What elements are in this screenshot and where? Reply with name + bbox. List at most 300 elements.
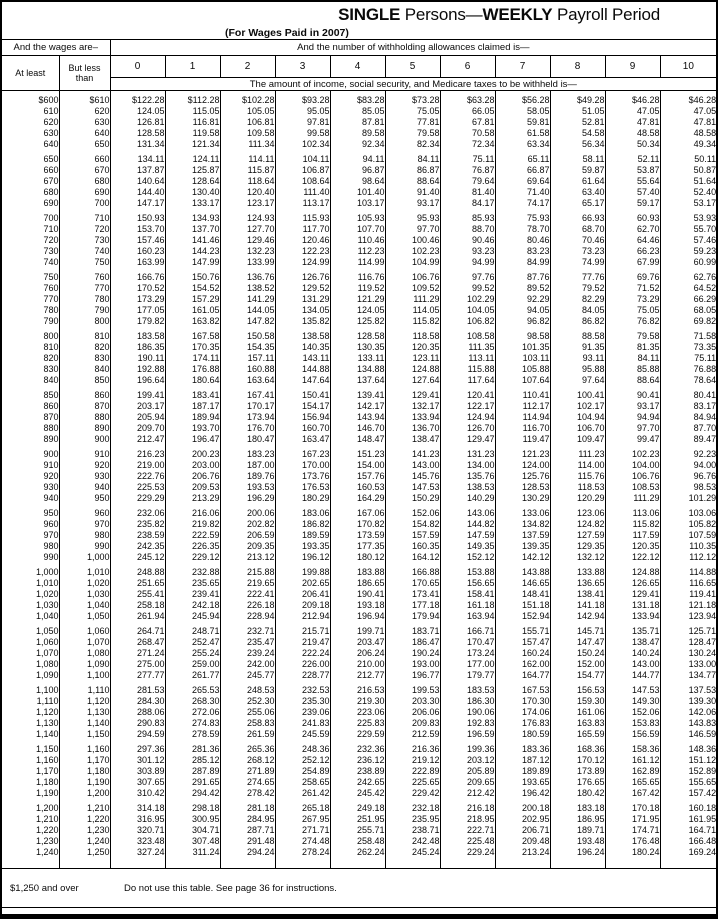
- amount-cell: 108.53: [605, 482, 660, 493]
- amount-cell: 144.40: [110, 187, 165, 198]
- amount-cell: 298.18: [165, 803, 220, 814]
- amount-cell: 242.18: [165, 600, 220, 611]
- amount-cell: 47.05: [605, 106, 660, 117]
- amount-cell: 113.17: [275, 198, 330, 209]
- amount-cell: 66.05: [440, 106, 495, 117]
- amount-cell: 174.11: [165, 353, 220, 364]
- amount-cell: 242.00: [220, 659, 275, 670]
- amount-cell: 106.70: [550, 423, 605, 434]
- amount-cell: 98.58: [495, 331, 550, 342]
- amount-cell: 138.47: [605, 637, 660, 648]
- wage-but-less-cell: 1,020: [59, 578, 110, 589]
- wage-at-least-cell: 730: [2, 246, 59, 257]
- wage-but-less-cell: 700: [59, 198, 110, 209]
- table-row: [2, 139, 716, 150]
- amount-cell: 209.48: [495, 836, 550, 847]
- amount-cell: 133.94: [605, 611, 660, 622]
- amount-cell: 176.83: [495, 718, 550, 729]
- amount-cell: 100.41: [550, 390, 605, 401]
- amount-cell: 83.23: [495, 246, 550, 257]
- amount-cell: 131.18: [605, 600, 660, 611]
- table-row: [2, 777, 716, 788]
- amount-cell: 170.00: [275, 460, 330, 471]
- but-less-than-header: But less than: [59, 56, 110, 91]
- amount-cell: 124.05: [110, 106, 165, 117]
- amount-cell: 232.53: [275, 685, 330, 696]
- wage-but-less-cell: 1,080: [59, 648, 110, 659]
- amount-cell: 82.29: [550, 294, 605, 305]
- amount-cell: 202.82: [220, 519, 275, 530]
- amount-cell: 138.53: [440, 482, 495, 493]
- amount-cell: 163.47: [275, 434, 330, 445]
- amount-cell: 105.88: [495, 364, 550, 375]
- amount-cell: 73.29: [605, 294, 660, 305]
- amount-cell: 84.94: [693, 412, 717, 422]
- amount-cell: 156.65: [440, 578, 495, 589]
- amount-cell: 68.05: [693, 305, 717, 315]
- amount-cell: 180.47: [220, 434, 275, 445]
- amount-cell: 116.76: [330, 272, 385, 283]
- wage-but-less-cell: 1,160: [59, 744, 110, 755]
- wage-but-less-cell: 1,170: [59, 755, 110, 766]
- amount-cell: 132.17: [385, 401, 440, 412]
- amount-cell: 213.29: [165, 493, 220, 504]
- amount-cell: 123.06: [550, 508, 605, 519]
- amount-cell: 141.29: [220, 294, 275, 305]
- amount-cell: 140.29: [440, 493, 495, 504]
- amount-cell: 136.70: [385, 423, 440, 434]
- amount-cell: 147.59: [440, 530, 495, 541]
- amount-cell: 141.23: [385, 449, 440, 460]
- wage-but-less-cell: 760: [59, 272, 110, 283]
- amount-cell: 62.76: [693, 272, 717, 282]
- wage-at-least-cell: 1,030: [2, 600, 59, 611]
- table-row: [2, 803, 716, 814]
- table-row: [2, 825, 716, 836]
- amount-cell: 142.06: [688, 707, 717, 717]
- amount-cell: 147.82: [220, 316, 275, 327]
- amount-cell: 147.53: [385, 482, 440, 493]
- amount-cell: 131.34: [110, 139, 165, 150]
- amount-cell: 176.48: [605, 836, 660, 847]
- table-row: [2, 272, 716, 283]
- amount-cell: 125.87: [165, 165, 220, 176]
- amount-cell: 134.82: [495, 519, 550, 530]
- wage-at-least-cell: 900: [2, 449, 59, 460]
- amount-cell: 70.58: [440, 128, 495, 139]
- spacer-cell: [550, 858, 605, 868]
- amount-cell: 121.34: [165, 139, 220, 150]
- amount-cell: 71.52: [605, 283, 660, 294]
- wage-at-least-cell: 670: [2, 176, 59, 187]
- amount-cell: 128.47: [688, 637, 717, 647]
- amount-cell: 104.00: [605, 460, 660, 471]
- amount-cell: 148.47: [330, 434, 385, 445]
- amount-cell: 115.93: [275, 213, 330, 224]
- amount-cell: 126.70: [440, 423, 495, 434]
- amount-cell: 52.11: [605, 154, 660, 165]
- amount-cell: 69.64: [495, 176, 550, 187]
- amount-cell: 120.29: [550, 493, 605, 504]
- amount-cell: 93.17: [385, 198, 440, 209]
- amount-cell: 88.64: [385, 176, 440, 187]
- allowance-col-header: 2: [220, 56, 275, 78]
- amount-cell: 143.83: [688, 718, 717, 728]
- amount-cell: 173.41: [385, 589, 440, 600]
- amount-cell: 239.24: [220, 648, 275, 659]
- table-row: [2, 788, 716, 799]
- wage-at-least-cell: 1,130: [2, 718, 59, 729]
- amount-cell: 177.05: [110, 305, 165, 316]
- wage-at-least-cell: 780: [2, 305, 59, 316]
- amount-cell: 235.95: [385, 814, 440, 825]
- wage-at-least-cell: 1,010: [2, 578, 59, 589]
- wage-but-less-cell: 900: [59, 434, 110, 445]
- amount-cell: 281.53: [110, 685, 165, 696]
- amount-cell: 147.53: [605, 685, 660, 696]
- amount-cell: 52.81: [550, 117, 605, 128]
- wage-but-less-cell: 820: [59, 342, 110, 353]
- amount-cell: 61.64: [550, 176, 605, 187]
- amount-cell: 125.82: [330, 316, 385, 327]
- amount-cell: 205.94: [110, 412, 165, 423]
- table-row: [2, 165, 716, 176]
- table-row: [2, 460, 716, 471]
- table-row: [2, 519, 716, 530]
- amount-cell: 166.76: [110, 272, 165, 283]
- wage-at-least-cell: 760: [2, 283, 59, 294]
- table-row: [2, 530, 716, 541]
- amount-cell: 116.70: [495, 423, 550, 434]
- table-row: [2, 508, 716, 519]
- amount-cell: 196.64: [110, 375, 165, 386]
- amount-cell: 140.64: [110, 176, 165, 187]
- amount-cell: 139.41: [330, 390, 385, 401]
- amount-cell: 170.65: [385, 578, 440, 589]
- amount-cell: 183.58: [110, 331, 165, 342]
- amount-cell: 291.65: [165, 777, 220, 788]
- wage-but-less-cell: 710: [59, 213, 110, 224]
- amount-cell: 275.00: [110, 659, 165, 670]
- amount-cell: 151.23: [330, 449, 385, 460]
- amount-cell: 264.71: [110, 626, 165, 637]
- amount-cell: 120.40: [220, 187, 275, 198]
- table-row: [2, 578, 716, 589]
- amount-cell: 76.88: [693, 364, 717, 374]
- amount-cell: 69.82: [693, 316, 717, 326]
- table-row: [2, 294, 716, 305]
- amount-cell: 189.94: [165, 412, 220, 423]
- amount-cell: 206.71: [495, 825, 550, 836]
- amount-cell: 133.11: [330, 353, 385, 364]
- amount-cell: 165.65: [605, 777, 660, 788]
- amount-cell: 176.53: [275, 482, 330, 493]
- amount-cell: 88.64: [605, 375, 660, 386]
- amount-cell: 284.30: [110, 696, 165, 707]
- amount-cell: 106.76: [385, 272, 440, 283]
- amount-cell: 150.93: [110, 213, 165, 224]
- footer-note: Do not use this table. See page 36 for instructions.: [124, 883, 337, 894]
- amount-cell: 152.06: [385, 508, 440, 519]
- table-row: [2, 589, 716, 600]
- amount-cell: 106.87: [275, 165, 330, 176]
- amount-cell: 96.76: [693, 471, 717, 481]
- amount-cell: 212.47: [110, 434, 165, 445]
- amount-cell: 161.05: [165, 305, 220, 316]
- amount-cell: 216.53: [330, 685, 385, 696]
- amount-cell: 238.59: [110, 530, 165, 541]
- amount-cell: 133.00: [688, 659, 717, 669]
- amount-cell: 134.00: [440, 460, 495, 471]
- amount-cell: $112.28: [165, 95, 220, 106]
- amount-cell: 203.30: [385, 696, 440, 707]
- amount-cell: 261.42: [275, 788, 330, 799]
- amount-cell: 74.99: [550, 257, 605, 268]
- wage-at-least-cell: 720: [2, 235, 59, 246]
- amount-cell: 179.82: [110, 316, 165, 327]
- amount-cell: 193.65: [495, 777, 550, 788]
- page-subtitle: (For Wages Paid in 2007): [225, 27, 349, 39]
- amount-cell: 111.29: [385, 294, 440, 305]
- wage-at-least-cell: 1,200: [2, 803, 59, 814]
- amount-cell: 271.24: [110, 648, 165, 659]
- amount-cell: 59.81: [495, 117, 550, 128]
- amount-cell: 294.24: [220, 847, 275, 858]
- amount-cell: 143.94: [330, 412, 385, 423]
- amount-cell: 173.59: [330, 530, 385, 541]
- amount-cell: 137.70: [165, 224, 220, 235]
- amount-cell: 222.76: [110, 471, 165, 482]
- amount-cell: 248.71: [165, 626, 220, 637]
- wage-but-less-cell: 750: [59, 257, 110, 268]
- amount-cell: 136.65: [550, 578, 605, 589]
- amount-cell: 117.70: [275, 224, 330, 235]
- spacer-cell: [2, 858, 59, 868]
- wage-but-less-cell: 780: [59, 294, 110, 305]
- amount-cell: 232.36: [330, 744, 385, 755]
- amount-cell: 297.36: [110, 744, 165, 755]
- table-row: [2, 423, 716, 434]
- wage-at-least-cell: 770: [2, 294, 59, 305]
- table-footer: [2, 868, 716, 908]
- amount-cell: 81.35: [605, 342, 660, 353]
- amount-cell: 133.94: [385, 412, 440, 423]
- amount-cell: 235.82: [110, 519, 165, 530]
- amount-cell: 183.71: [385, 626, 440, 637]
- amount-cell: 170.52: [110, 283, 165, 294]
- amount-cell: 47.81: [605, 117, 660, 128]
- amount-cell: 60.93: [605, 213, 660, 224]
- amount-cell: 232.71: [220, 626, 275, 637]
- wage-but-less-cell: 960: [59, 508, 110, 519]
- amount-cell: 75.11: [694, 353, 717, 363]
- amount-cell: 251.65: [110, 578, 165, 589]
- amount-cell: 85.93: [440, 213, 495, 224]
- amount-cell: 255.06: [220, 707, 275, 718]
- amount-cell: 161.18: [440, 600, 495, 611]
- amount-cell: 199.53: [385, 685, 440, 696]
- amount-cell: 203.00: [165, 460, 220, 471]
- amount-cell: 122.23: [275, 246, 330, 257]
- wage-but-less-cell: 890: [59, 423, 110, 434]
- amount-cell: 187.00: [220, 460, 275, 471]
- spacer-cell: [660, 858, 716, 868]
- table-row: [2, 626, 716, 637]
- wage-at-least-cell: 710: [2, 224, 59, 235]
- table-row: [2, 342, 716, 353]
- amount-cell: 262.24: [330, 847, 385, 858]
- amount-cell: 158.36: [605, 744, 660, 755]
- amount-cell: 268.47: [110, 637, 165, 648]
- amount-cell: 265.36: [220, 744, 275, 755]
- amount-cell: 219.12: [385, 755, 440, 766]
- wage-at-least-cell: 840: [2, 375, 59, 386]
- amount-cell: 180.42: [550, 788, 605, 799]
- amount-cell: 84.17: [440, 198, 495, 209]
- amount-cell: 173.89: [550, 766, 605, 777]
- amount-cell: 157.11: [220, 353, 275, 364]
- amount-cell: 284.95: [220, 814, 275, 825]
- amount-cell: 64.46: [605, 235, 660, 246]
- amount-cell: 174.71: [605, 825, 660, 836]
- amount-cell: 132.23: [220, 246, 275, 257]
- amount-cell: 249.18: [330, 803, 385, 814]
- amount-cell: 143.00: [385, 460, 440, 471]
- amount-cell: 186.82: [275, 519, 330, 530]
- amount-cell: 50.87: [693, 165, 717, 175]
- wage-but-less-cell: 680: [59, 176, 110, 187]
- amount-cell: 170.30: [495, 696, 550, 707]
- wage-at-least-cell: 880: [2, 423, 59, 434]
- wage-but-less-cell: 1,100: [59, 670, 110, 681]
- amount-cell: 66.87: [495, 165, 550, 176]
- amount-cell: 219.30: [330, 696, 385, 707]
- amount-cell: 127.64: [385, 375, 440, 386]
- amount-cell: 86.87: [385, 165, 440, 176]
- spacer-cell: [110, 858, 165, 868]
- amount-cell: 229.12: [165, 552, 220, 563]
- amount-cell: 209.18: [275, 600, 330, 611]
- spacer-cell: [605, 858, 660, 868]
- amount-cell: 78.64: [693, 375, 717, 385]
- amount-cell: 77.81: [385, 117, 440, 128]
- amount-cell: 124.05: [330, 305, 385, 316]
- amount-cell: 158.41: [440, 589, 495, 600]
- amount-cell: $122.28: [110, 95, 165, 106]
- amount-cell: 96.82: [495, 316, 550, 327]
- amount-cell: 57.46: [693, 235, 717, 245]
- amount-cell: 307.48: [165, 836, 220, 847]
- amount-cell: 145.76: [385, 471, 440, 482]
- table-row: [2, 718, 716, 729]
- amount-cell: 116.81: [165, 117, 220, 128]
- wage-but-less-cell: 1,060: [59, 626, 110, 637]
- amount-cell: 147.47: [550, 637, 605, 648]
- title-persons: Persons—: [400, 5, 483, 24]
- amount-cell: 187.17: [165, 401, 220, 412]
- amount-cell: 87.70: [693, 423, 717, 433]
- amount-cell: 140.35: [275, 342, 330, 353]
- amount-cell: 55.70: [693, 224, 717, 234]
- amount-cell: $102.28: [220, 95, 275, 106]
- amount-cell: 123.11: [385, 353, 440, 364]
- amount-cell: 104.99: [385, 257, 440, 268]
- amount-cell: 165.59: [550, 729, 605, 740]
- amount-cell: 53.93: [693, 213, 717, 223]
- amount-cell: 170.17: [220, 401, 275, 412]
- amount-cell: 119.47: [495, 434, 550, 445]
- amount-cell: 90.41: [605, 390, 660, 401]
- amount-cell: 153.83: [605, 718, 660, 729]
- amount-cell: 320.71: [110, 825, 165, 836]
- amount-cell: 232.88: [165, 567, 220, 578]
- amount-cell: 121.23: [495, 449, 550, 460]
- amount-cell: 160.88: [220, 364, 275, 375]
- amount-cell: 120.35: [605, 541, 660, 552]
- amount-cell: 294.59: [110, 729, 165, 740]
- amount-cell: 88.70: [440, 224, 495, 235]
- amount-cell: 124.00: [495, 460, 550, 471]
- amount-cell: 153.70: [110, 224, 165, 235]
- allowance-col-header: 8: [550, 56, 605, 78]
- amount-cell: 212.94: [275, 611, 330, 622]
- amount-cell: 134.88: [330, 364, 385, 375]
- amount-cell: 92.29: [495, 294, 550, 305]
- amount-cell: 160.18: [688, 803, 717, 813]
- amount-cell: 130.29: [495, 493, 550, 504]
- amount-cell: 183.06: [275, 508, 330, 519]
- amount-cell: 114.00: [550, 460, 605, 471]
- amount-cell: 47.05: [693, 106, 717, 116]
- amount-cell: 85.88: [605, 364, 660, 375]
- amount-cell: 218.95: [440, 814, 495, 825]
- amount-cell: 229.29: [110, 493, 165, 504]
- wage-but-less-cell: 1,230: [59, 825, 110, 836]
- wages-are-label: And the wages are–: [2, 40, 110, 56]
- amount-cell: 166.88: [385, 567, 440, 578]
- header-row-top: [2, 40, 716, 56]
- amount-cell: 115.82: [605, 519, 660, 530]
- amount-cell: 89.52: [495, 283, 550, 294]
- amount-cell: 152.12: [440, 552, 495, 563]
- amount-cell: 229.42: [385, 788, 440, 799]
- amount-cell: 106.82: [440, 316, 495, 327]
- amount-cell: 225.65: [385, 777, 440, 788]
- amount-cell: 103.11: [495, 353, 550, 364]
- amount-cell: 176.65: [550, 777, 605, 788]
- amount-cell: 94.94: [605, 412, 660, 423]
- wage-but-less-cell: 1,030: [59, 589, 110, 600]
- allowance-col-header: 3: [275, 56, 330, 78]
- wage-but-less-cell: 950: [59, 493, 110, 504]
- wage-but-less-cell: 650: [59, 139, 110, 150]
- amount-cell: 157.29: [165, 294, 220, 305]
- amount-cell: 160.53: [330, 482, 385, 493]
- amount-cell: 232.06: [110, 508, 165, 519]
- wage-at-least-cell: 740: [2, 257, 59, 268]
- amount-cell: 104.05: [440, 305, 495, 316]
- wage-at-least-cell: 1,050: [2, 626, 59, 637]
- amount-cell: 225.48: [440, 836, 495, 847]
- amount-cell: 242.35: [110, 541, 165, 552]
- amount-cell: 124.94: [440, 412, 495, 423]
- amount-cell: 155.71: [495, 626, 550, 637]
- table-row: [2, 128, 716, 139]
- wage-at-least-cell: 930: [2, 482, 59, 493]
- wage-at-least-cell: 660: [2, 165, 59, 176]
- amount-cell: 95.05: [275, 106, 330, 117]
- amount-cell: 222.24: [275, 648, 330, 659]
